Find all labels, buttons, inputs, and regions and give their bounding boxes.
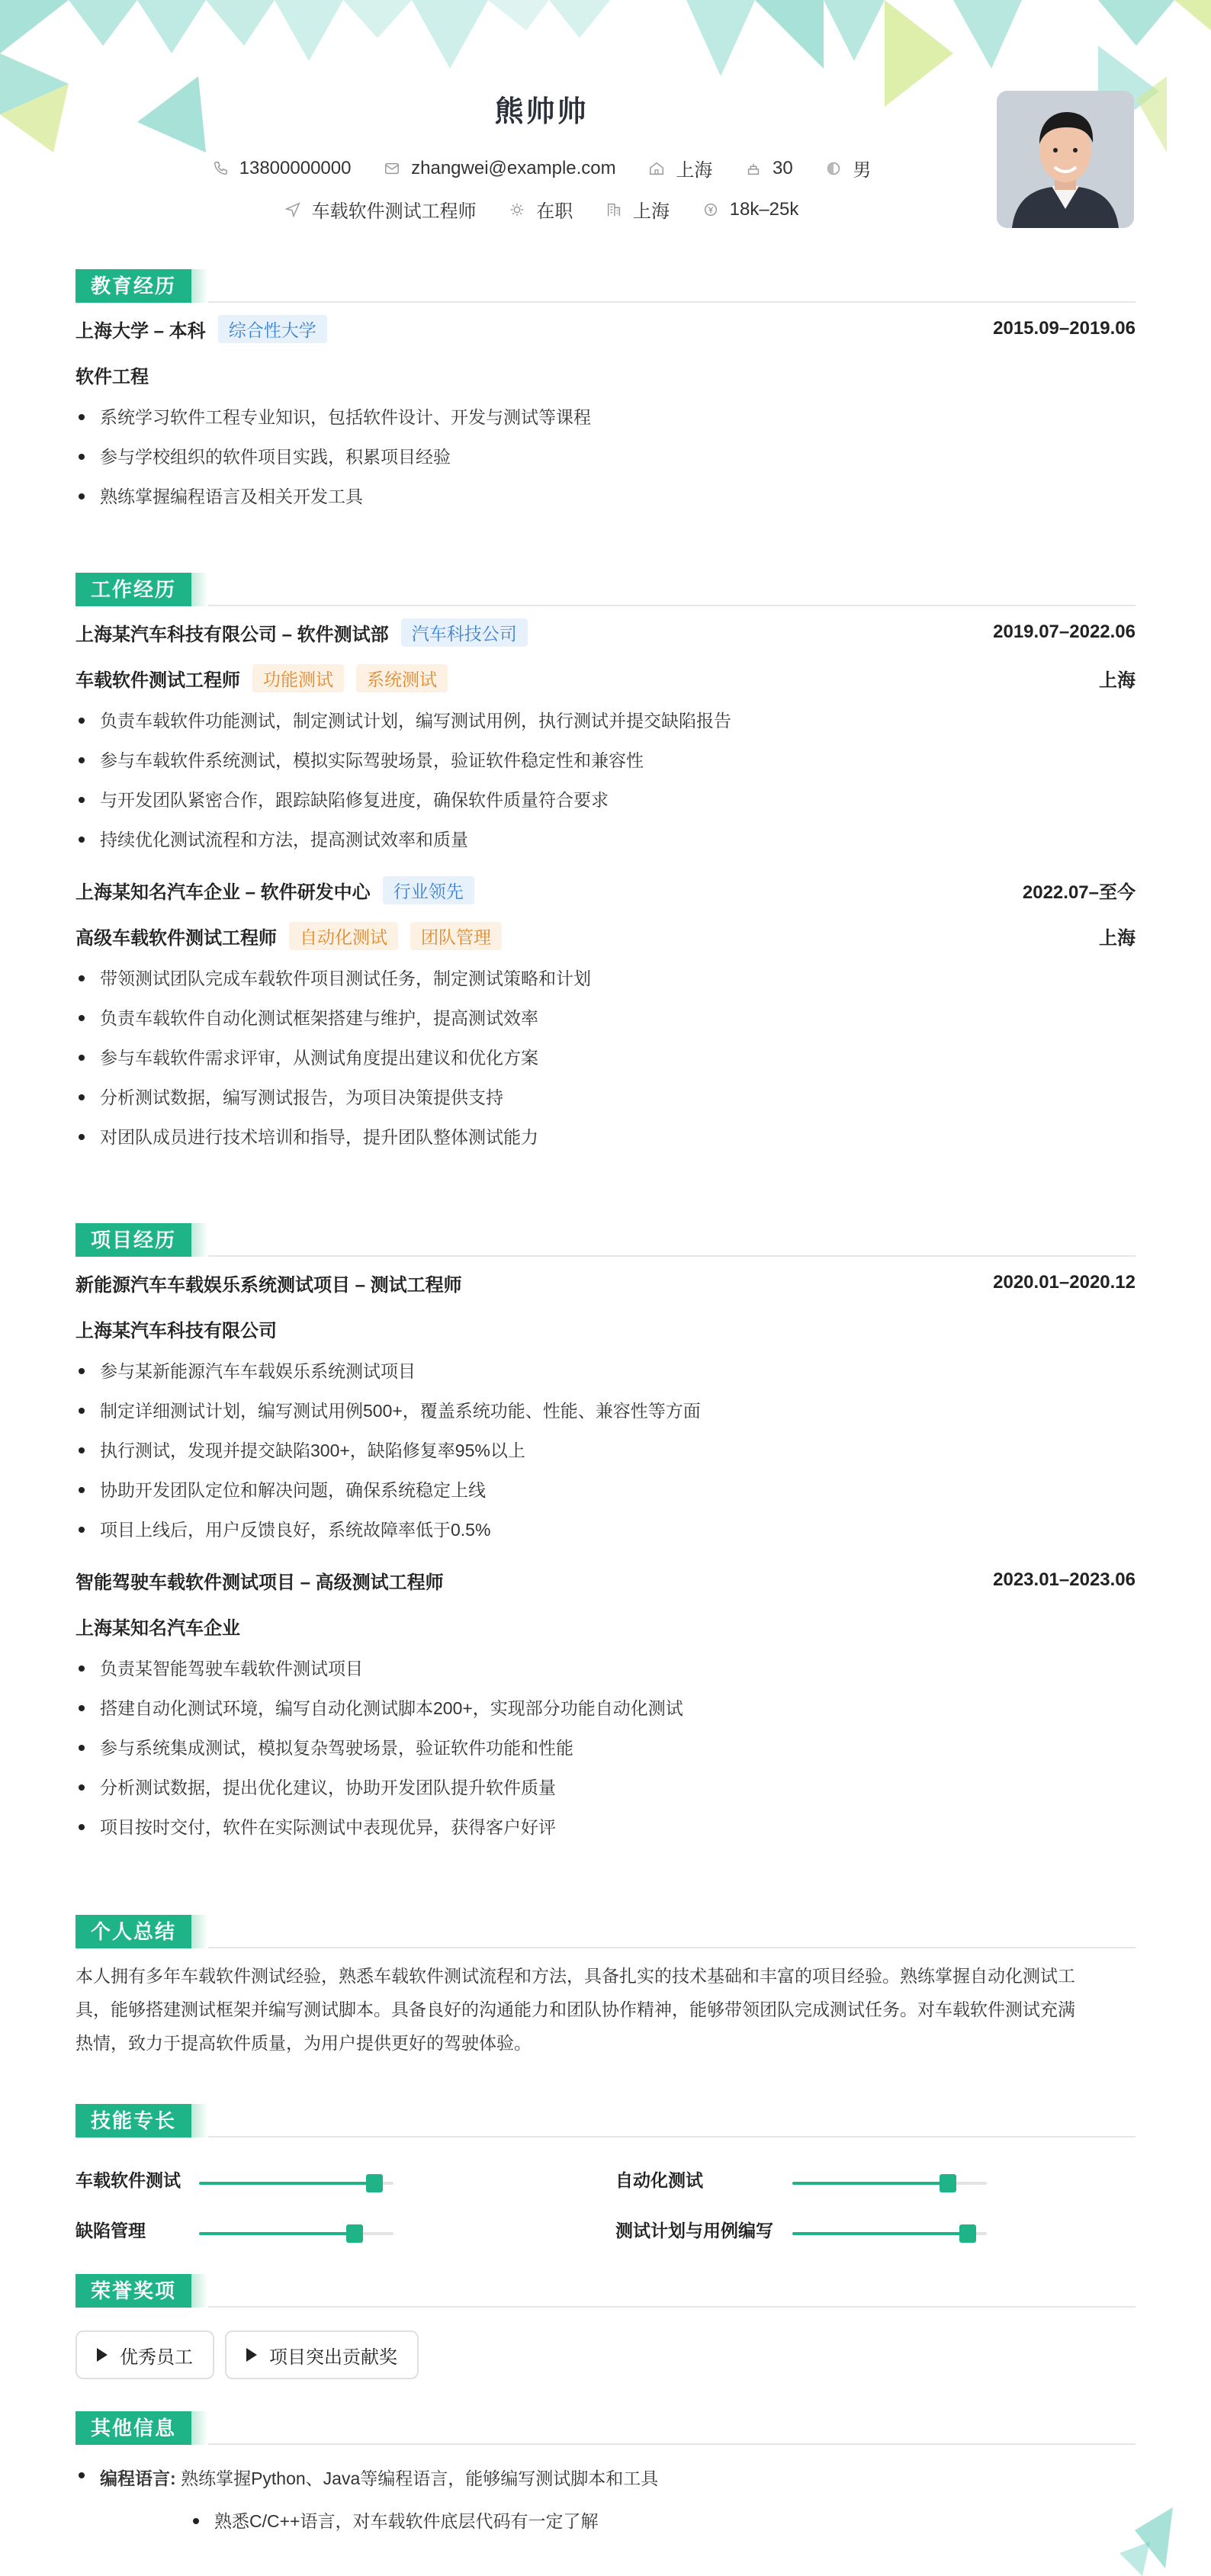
work-section bbox=[75, 573, 1136, 1157]
skill-fill bbox=[199, 2232, 355, 2235]
awards-title: 荣誉奖项 bbox=[75, 2274, 1136, 2308]
send-icon bbox=[284, 201, 301, 218]
school-tag: 综合性大学 bbox=[218, 315, 327, 343]
project-org: 上海某汽车科技有限公司 bbox=[75, 1320, 277, 1341]
skill-knob bbox=[366, 2174, 383, 2192]
job-role: 车载软件测试工程师 bbox=[75, 670, 240, 691]
avatar bbox=[997, 91, 1134, 228]
company-tag: 汽车科技公司 bbox=[401, 618, 528, 647]
job-date: 2022.07–至今 bbox=[1022, 882, 1136, 903]
status-icon bbox=[509, 201, 525, 218]
education-bullets bbox=[75, 397, 1136, 516]
company-tag: 行业领先 bbox=[383, 876, 474, 904]
list-item: 搭建自动化测试环境，编写自动化测试脚本200+，实现部分功能自动化测试 bbox=[75, 1688, 1136, 1728]
phone-icon bbox=[212, 160, 229, 177]
corner-decoration bbox=[1119, 2500, 1188, 2576]
list-item: 系统学习软件工程专业知识，包括软件设计、开发与测试等课程 bbox=[75, 397, 1136, 437]
project-bullets bbox=[75, 1649, 1136, 1847]
skill-item bbox=[75, 2217, 146, 2242]
education-title: 教育经历 bbox=[75, 269, 1136, 303]
list-item: 参与系统集成测试，模拟复杂驾驶场景，验证软件功能和性能 bbox=[75, 1728, 1136, 1768]
job-city: 上海 bbox=[1099, 670, 1136, 691]
skill-knob bbox=[346, 2224, 363, 2243]
skill-fill bbox=[792, 2232, 968, 2235]
contact-gender bbox=[825, 155, 871, 181]
skill-item bbox=[615, 2217, 773, 2242]
salary-text: 18k–25k bbox=[729, 198, 799, 220]
projects-title: 项目经历 bbox=[75, 1223, 1136, 1257]
list-item: 协助开发团队定位和解决问题，确保系统稳定上线 bbox=[75, 1470, 1136, 1510]
project-head bbox=[75, 1260, 1136, 1306]
skill-track bbox=[199, 2232, 393, 2235]
candidate-name: 熊帅帅 bbox=[494, 96, 589, 128]
list-item: 持续优化测试流程和方法，提高测试效率和质量 bbox=[75, 820, 1136, 859]
job-bullets bbox=[75, 959, 1136, 1157]
list-item: 带领测试团队完成车载软件项目测试任务，制定测试策略和计划 bbox=[75, 959, 1136, 998]
skill-name: 缺陷管理 bbox=[75, 2221, 146, 2240]
list-item: 参与车载软件系统测试，模拟实际驾驶场景，验证软件稳定性和兼容性 bbox=[75, 740, 1136, 780]
job-company-row bbox=[75, 867, 1136, 913]
mail-icon bbox=[384, 160, 400, 177]
education-entry-head bbox=[75, 306, 1136, 352]
project-bullets bbox=[75, 1351, 1136, 1550]
job-intent-row bbox=[0, 196, 1083, 223]
skill-track bbox=[792, 2232, 987, 2235]
gender-text: 男 bbox=[853, 160, 872, 181]
skill-item bbox=[615, 2166, 703, 2192]
list-item: 参与某新能源汽车车载娱乐系统测试项目 bbox=[75, 1351, 1136, 1391]
job-role: 高级车载软件测试工程师 bbox=[75, 927, 277, 949]
project-date: 2020.01–2020.12 bbox=[993, 1272, 1136, 1293]
other-text: 熟练掌握Python、Java等编程语言，能够编写测试脚本和工具 bbox=[181, 2468, 659, 2488]
projects-section bbox=[75, 1223, 1136, 1847]
summary-section bbox=[75, 1915, 1136, 2060]
status-text: 在职 bbox=[536, 201, 573, 222]
phone-text: 13800000000 bbox=[239, 157, 352, 178]
job-company: 上海某汽车科技有限公司 – 软件测试部 bbox=[75, 624, 389, 645]
contact-email bbox=[384, 158, 616, 179]
skill-name: 自动化测试 bbox=[615, 2170, 703, 2190]
list-item: 执行测试，发现并提交缺陷300+，缺陷修复率95%以上 bbox=[75, 1431, 1136, 1470]
summary-text: 本人拥有多年车载软件测试经验，熟悉车载软件测试流程和方法，具备扎实的技术基础和丰富的项目经验。熟练掌握自动化测试工 具，能够搭建测试框架并编写测试脚本。具备良好的沟通能力和团队协作精神，能够带领团队完成测试任务。对车载软件测试充满 热情，致力于提高软件质量，为用户提供更好的驾驶体验。 bbox=[75, 1966, 1075, 2053]
skills-title: 技能专长 bbox=[75, 2104, 1136, 2138]
list-item: 制定详细测试计划，编写测试用例500+，覆盖系统功能、性能、兼容性等方面 bbox=[75, 1391, 1136, 1431]
project-name: 新能源汽车车载娱乐系统测试项目 – 测试工程师 bbox=[75, 1274, 462, 1296]
summary-title: 个人总结 bbox=[75, 1915, 1136, 1948]
list-item: 参与学校组织的软件项目实践，积累项目经验 bbox=[75, 437, 1136, 477]
school-name: 上海大学 – 本科 bbox=[75, 320, 206, 342]
skill-track bbox=[792, 2182, 987, 2185]
education-section bbox=[75, 269, 1136, 516]
job-company-row bbox=[75, 609, 1136, 655]
list-item: 项目上线后，用户反馈良好，系统故障率低于0.5% bbox=[75, 1510, 1136, 1550]
list-item: 对团队成员进行技术培训和指导，提升团队整体测试能力 bbox=[75, 1117, 1136, 1157]
other-section bbox=[75, 2411, 1136, 2541]
role-tag: 团队管理 bbox=[410, 922, 502, 950]
award-badge: 项目突出贡献奖 bbox=[225, 2330, 419, 2379]
skill-name: 测试计划与用例编写 bbox=[615, 2221, 773, 2240]
list-item: 分析测试数据，编写测试报告，为项目决策提供支持 bbox=[75, 1078, 1136, 1117]
list-item: 熟悉C/C++语言，对车载软件底层代码有一定了解 bbox=[190, 2501, 1136, 2541]
skill-fill bbox=[199, 2182, 374, 2185]
list-item: 负责某智能驾驶车载软件测试项目 bbox=[75, 1649, 1136, 1688]
role-tag: 系统测试 bbox=[356, 664, 448, 692]
city-text: 上海 bbox=[632, 201, 670, 222]
list-item: 负责车载软件自动化测试框架搭建与维护，提高测试效率 bbox=[75, 998, 1136, 1038]
role-tag: 自动化测试 bbox=[289, 922, 398, 950]
skills-grid bbox=[75, 2138, 1136, 2244]
location-text: 上海 bbox=[676, 160, 713, 181]
list-item: 熟练掌握编程语言及相关开发工具 bbox=[75, 477, 1136, 516]
list-item bbox=[75, 2456, 1136, 2501]
contact-row bbox=[0, 155, 1083, 182]
skill-knob bbox=[940, 2174, 956, 2192]
list-item: 参与车载软件需求评审，从测试角度提出建议和优化方案 bbox=[75, 1038, 1136, 1078]
list-item: 与开发团队紧密合作，跟踪缺陷修复进度，确保软件质量符合要求 bbox=[75, 780, 1136, 820]
play-icon bbox=[97, 2348, 108, 2362]
skill-item bbox=[75, 2166, 181, 2192]
list-item: 分析测试数据，提出优化建议，协助开发团队提升软件质量 bbox=[75, 1768, 1136, 1807]
project-date: 2023.01–2023.06 bbox=[993, 1569, 1136, 1590]
awards-section bbox=[75, 2274, 1136, 2379]
intent-city bbox=[606, 196, 670, 223]
other-list bbox=[75, 2456, 1136, 2501]
skill-knob bbox=[959, 2224, 976, 2243]
home-icon bbox=[648, 160, 665, 177]
age-text: 30 bbox=[772, 157, 793, 178]
job-bullets bbox=[75, 701, 1136, 859]
job-city: 上海 bbox=[1099, 927, 1136, 949]
salary-icon bbox=[702, 201, 719, 218]
job-role-row bbox=[75, 655, 1136, 701]
email-text: zhangwei@example.com bbox=[411, 157, 616, 178]
other-label: 编程语言: bbox=[100, 2468, 176, 2488]
list-item: 负责车载软件功能测试，制定测试计划，编写测试用例，执行测试并提交缺陷报告 bbox=[75, 701, 1136, 740]
play-icon bbox=[246, 2348, 257, 2362]
skill-track bbox=[199, 2182, 393, 2185]
skills-section bbox=[75, 2104, 1136, 2244]
other-sublist bbox=[190, 2501, 1136, 2541]
major: 软件工程 bbox=[75, 366, 149, 387]
skill-name: 车载软件测试 bbox=[75, 2170, 181, 2190]
contact-location bbox=[648, 155, 712, 181]
intent-position bbox=[284, 196, 477, 223]
contact-phone bbox=[212, 158, 352, 179]
awards-list bbox=[75, 2308, 1136, 2379]
project-name: 智能驾驶车载软件测试项目 – 高级测试工程师 bbox=[75, 1572, 444, 1593]
job-role-row bbox=[75, 913, 1136, 959]
intent-status bbox=[509, 196, 573, 223]
skill-fill bbox=[792, 2182, 948, 2185]
education-date: 2015.09–2019.06 bbox=[993, 318, 1136, 339]
job-company: 上海某知名汽车企业 – 软件研发中心 bbox=[75, 882, 371, 903]
gender-icon bbox=[825, 160, 842, 177]
role-tag: 功能测试 bbox=[252, 664, 344, 692]
position-text: 车载软件测试工程师 bbox=[311, 201, 477, 222]
project-org: 上海某知名汽车企业 bbox=[75, 1617, 240, 1639]
other-title: 其他信息 bbox=[75, 2411, 1136, 2445]
age-icon bbox=[745, 160, 762, 177]
work-title: 工作经历 bbox=[75, 573, 1136, 606]
intent-salary bbox=[702, 199, 799, 220]
contact-age bbox=[745, 158, 793, 179]
portrait-photo bbox=[997, 91, 1134, 228]
resume-header bbox=[0, 0, 1211, 252]
list-item: 项目按时交付，软件在实际测试中表现优异，获得客户好评 bbox=[75, 1807, 1136, 1847]
award-badge: 优秀员工 bbox=[75, 2330, 214, 2379]
building-icon bbox=[606, 201, 622, 218]
project-head bbox=[75, 1557, 1136, 1603]
job-date: 2019.07–2022.06 bbox=[993, 622, 1136, 642]
